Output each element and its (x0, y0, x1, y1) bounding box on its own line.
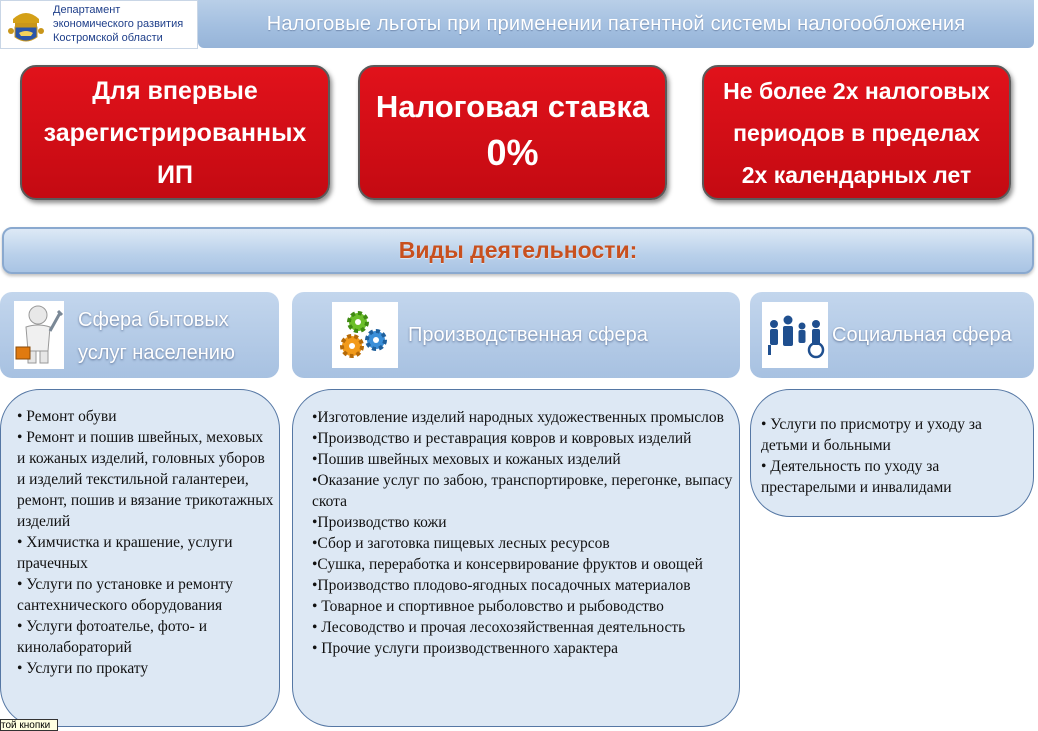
list-item: •Сушка, переработка и консервирование фруктов и овощей (312, 556, 703, 573)
category-production (292, 292, 740, 378)
list-item: • Товарное и спортивное рыболовство и рыбоводство (312, 598, 664, 615)
gears-icon (332, 302, 398, 368)
list-item: • Прочие услуги производственного характера (312, 640, 619, 657)
logo-block (0, 0, 198, 49)
benefit-periods-limit: Не более 2х налоговых периодов в пределах 2х календарных лет (702, 65, 1011, 200)
list-item: • Лесоводство и прочая лесохозяйственная деятельность (312, 619, 686, 636)
production-list (292, 389, 740, 727)
coat-of-arms-icon (7, 5, 45, 45)
list-item: •Сбор и заготовка пищевых лесных ресурсов (312, 535, 610, 552)
list-item: • Химчистка и крашение, услуги прачечных (17, 534, 233, 572)
list-item: •Производство кожи (312, 514, 447, 531)
category-label: Сфера бытовых услуг населению (78, 309, 235, 364)
category-label: Производственная сфера (408, 324, 648, 346)
tooltip: той кнопки (0, 719, 58, 731)
list-item: •Производство плодово-ягодных посадочных материалов (312, 577, 691, 594)
list-item: •Оказание услуг по забою, транспортировке, перегонке, выпасу скота (312, 472, 733, 510)
section-title: Виды деятельности: (2, 227, 1034, 274)
category-label: Социальная сфера (832, 324, 1012, 346)
list-item: • Деятельность по уходу за престарелыми и инвалидами (761, 458, 952, 496)
list-item: •Производство и реставрация ковров и ковровых изделий (312, 430, 692, 447)
category-social (750, 292, 1034, 378)
list-item: •Изготовление изделий народных художественных промыслов (312, 409, 724, 426)
worker-wrench-icon (14, 301, 64, 369)
list-item: • Ремонт и пошив швейных, меховых и кожаных изделий, головных уборов и изделий текстильной галантереи, ремонт, пошив и вязание трикотажных изделий (17, 429, 274, 530)
household-services-list (0, 389, 280, 727)
benefit-new-entrepreneurs: Для впервые зарегистрированных ИП (20, 65, 330, 200)
list-item: • Ремонт обуви (17, 408, 117, 425)
social-list (750, 389, 1034, 517)
department-name: Департамент экономического развития Костромской области (53, 4, 184, 44)
family-icon (762, 302, 828, 368)
page-title: Налоговые льготы при применении патентной системы налогообложения (198, 0, 1034, 48)
list-item: • Услуги фотоателье, фото- и кинолабораторий (17, 618, 208, 656)
list-item: •Пошив швейных меховых и кожаных изделий (312, 451, 621, 468)
list-item: • Услуги по установке и ремонту сантехнического оборудования (17, 576, 233, 614)
list-item: • Услуги по прокату (17, 660, 149, 677)
benefit-tax-rate: Налоговая ставка 0% (358, 65, 667, 200)
list-item: • Услуги по присмотру и уходу за детьми и больными (761, 416, 982, 454)
category-household-services (0, 292, 279, 378)
